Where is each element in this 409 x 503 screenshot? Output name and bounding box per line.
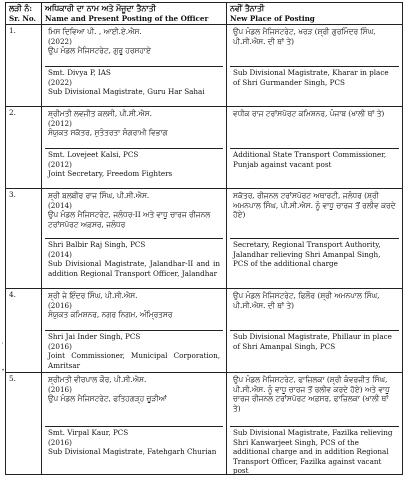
officer-cell [42, 25, 227, 107]
new-posting-en: Additional State Transport Commissioner, Punjab against vacant post [233, 150, 387, 169]
officer-name-en: Smt. Virpal Kaur, PCS [48, 428, 129, 437]
table-row [6, 373, 403, 475]
officer-name-pa: ਸ਼੍ਰੀਮਤੀ ਲਵਜੀਤ ਕਲਸੀ, ਪੀ.ਸੀ.ਐਸ. [48, 109, 152, 118]
officer-batch-en: (2022) [48, 77, 72, 87]
officer-name-en: Shri Balbir Raj Singh, PCS [48, 240, 146, 249]
officer-batch-pa: (2014) [48, 200, 72, 210]
new-posting-cell [227, 25, 403, 107]
officer-posting-en: Joint Commissioner, Municipal Corporation, Amritsar [48, 351, 220, 370]
header-officer [42, 3, 227, 25]
new-posting-en: Secretary, Regional Transport Authority, Jalandhar relieving Shri Amanpal Singh, PCS of the additional charge [233, 240, 381, 268]
margin-bullet: • [2, 368, 5, 374]
officer-batch-en: (2014) [48, 249, 72, 259]
officer-batch-pa: (2012) [48, 118, 72, 128]
officer-batch-pa: (2022) [48, 36, 72, 46]
table-header-row [6, 3, 403, 25]
officer-posting-en: Sub Divisional Magistrate, Guru Har Sahai [48, 87, 205, 96]
officer-cell [42, 189, 227, 289]
new-posting-en: Sub Divisional Magistrate, Phillaur in place of Shri Amanpal Singh, PCS [233, 332, 392, 351]
officer-name-pa: ਸ਼੍ਰੀਮਤੀ ਵੀਰਪਾਲ ਕੌਰ, ਪੀ.ਸੀ.ਐਸ. [48, 375, 147, 384]
sr-no-cell: 1. [6, 25, 42, 107]
officer-name-pa: ਮਿਸ ਦਿਵਿਆ ਪੀ. , ਆਈ.ਏ.ਐਸ. [48, 27, 142, 36]
officer-name-en: Smt. Lovejeet Kalsi, PCS [48, 150, 139, 159]
header-new-posting [227, 3, 403, 25]
officer-posting-en: Sub Divisional Magistrate, Jalandhar-II and in addition Regional Transport Officer, Jalandhar [48, 259, 220, 278]
officer-name-en: Shri Jai Inder Singh, PCS [48, 332, 141, 341]
officer-posting-en: Joint Secretary, Freedom Fighters [48, 169, 173, 178]
table-row [6, 289, 403, 373]
officer-cell [42, 289, 227, 373]
new-posting-en: Sub Divisional Magistrate, Fazilka relieving Shri Kanwarjeet Singh, PCS of the additional charge and in addition Regional Transport Officer, Fazilka against vacant post [233, 428, 393, 475]
new-posting-cell [227, 189, 403, 289]
officer-posting-pa: ਉਪ ਮੰਡਲ ਮੈਜਿਸਟਰੇਟ, ਜਲੰਧਰ-II ਅਤੇ ਵਾਧੂ ਚਾਰਜ ਰੀਜਨਲ ਟਰਾਂਸਪੋਰਟ ਅਫ਼ਸਰ, ਜਲੰਧਰ [48, 210, 211, 229]
officer-batch-en: (2012) [48, 159, 72, 169]
new-posting-cell [227, 373, 403, 475]
officer-batch-pa: (2016) [48, 300, 72, 310]
officer-name-pa: ਸ਼੍ਰੀ ਜੇ ਇੰਦਰ ਸਿੰਘ, ਪੀ.ਸੀ.ਐਸ. [48, 291, 138, 300]
sr-no-cell: 2. [6, 107, 42, 189]
officer-batch-pa: (2016) [48, 384, 72, 394]
header-officer-pa: ਅਧਿਕਾਰੀ ਦਾ ਨਾਮ ਅਤੇ ਮੌਜੂਦਾ ਤੈਨਾਤੀ [45, 4, 156, 13]
sr-no-cell: 4. [6, 289, 42, 373]
officer-posting-pa: ਸੰਯੁਕਤ ਸਕੱਤਰ, ਸੁਤੰਤਰਤਾ ਸੰਗਰਾਮੀ ਵਿਭਾਗ [48, 128, 168, 138]
new-posting-cell [227, 289, 403, 373]
officer-name-pa: ਸ਼੍ਰੀ ਬਲਬੀਰ ਰਾਜ ਸਿੰਘ, ਪੀ.ਸੀ.ਐਸ. [48, 191, 150, 200]
header-sr-pa: ਲੜੀ ਨੰ: [9, 4, 33, 13]
new-posting-pa: ਉਪ ਮੰਡਲ ਮੈਜਿਸਟਰੇਟ, ਖਰੜ (ਸ਼੍ਰੀ ਗੁਰਮਿੰਦਰ ਸਿੰਘ, ਪੀ.ਸੀ.ਐਸ. ਦੀ ਥਾਂ ਤੇ) [233, 27, 376, 46]
officer-batch-en: (2016) [48, 341, 72, 351]
header-new-en: New Place of Posting [230, 13, 315, 23]
header-sr-en: Sr. No. [9, 13, 37, 23]
officer-cell [42, 373, 227, 475]
officer-name-en: Smt. Divya P, IAS [48, 68, 111, 77]
margin-mark: ' [2, 343, 4, 349]
officer-cell [42, 107, 227, 189]
posting-table [5, 2, 403, 475]
table-row [6, 25, 403, 107]
new-posting-pa: ਵਧੀਕ ਰਾਜ ਟਰਾਂਸਪੋਰਟ ਕਮਿਸ਼ਨਰ, ਪੰਜਾਬ (ਖਾਲੀ ਥਾਂ ਤੇ) [233, 109, 385, 118]
new-posting-en: Sub Divisional Magistrate, Kharar in place of Shri Gurmander Singh, PCS [233, 68, 389, 87]
header-sr-no [6, 3, 42, 25]
header-new-pa: ਨਵੀਂ ਤੈਨਾਤੀ [230, 4, 265, 13]
table-row [6, 189, 403, 289]
officer-batch-en: (2016) [48, 437, 72, 447]
header-officer-en: Name and Present Posting of the Officer [45, 13, 209, 23]
officer-posting-en: Sub Divisional Magistrate, Fatehgarh Churian [48, 447, 217, 456]
new-posting-pa: ਉਪ ਮੰਡਲ ਮੈਜਿਸਟਰੇਟ, ਫਿਲੌਰ (ਸ਼੍ਰੀ ਅਮਨਪਾਲ ਸਿੰਘ, ਪੀ.ਸੀ.ਐਸ. ਦੀ ਥਾਂ ਤੇ) [233, 291, 380, 310]
officer-posting-pa: ਉਪ ਮੰਡਲ ਮੈਜਿਸਟਰੇਟ, ਗੁਰੂ ਹਰਸਹਾਏ [48, 46, 151, 56]
new-posting-pa: ਸਕੱਤਰ, ਰੀਜਨਲ ਟਰਾਂਸਪੋਰਟ ਅਥਾਰਟੀ, ਜਲੰਧਰ (ਸ਼੍ਰੀ ਅਮਨਪਾਲ ਸਿੰਘ, ਪੀ.ਸੀ.ਐਸ. ਨੂੰ ਵਾਧੂ ਚਾਰਜ ਤੋਂ ਰਲੀਵ ਕਰਦੇ ਹੋਏ) [233, 191, 396, 220]
officer-posting-pa: ਉਪ ਮੰਡਲ ਮੈਜਿਸਟਰੇਟ, ਫਤਿਹਗੜ੍ਹ ਚੂੜੀਆਂ [48, 394, 167, 404]
sr-no-cell: 5. [6, 373, 42, 475]
sr-no-cell: 3. [6, 189, 42, 289]
table-row [6, 107, 403, 189]
new-posting-cell [227, 107, 403, 189]
officer-posting-pa: ਸੰਯੁਕਤ ਕਮਿਸ਼ਨਰ, ਨਗਰ ਨਿਗਮ, ਅੰਮ੍ਰਿਤਸਰ [48, 310, 173, 320]
new-posting-pa: ਉਪ ਮੰਡਲ ਮੈਜਿਸਟਰੇਟ, ਫਾਜ਼ਿਲਕਾ (ਸ਼੍ਰੀ ਕੰਵਰਜੀਤ ਸਿੰਘ, ਪੀ.ਸੀ.ਐਸ. ਨੂੰ ਵਾਧੂ ਚਾਰਜ ਤੋਂ ਰਲੀਵ ਕਰਦੇ ਹੋਏ) ਅਤੇ ਵਾਧੂ ਚਾਰਜ ਰੀਜਨਲ ਟਰਾਂਸਪੋਰਟ ਅਫ਼ਸਰ, ਫਾਜ਼ਿਲਕਾ (ਖਾਲੀ ਥਾਂ ਤੇ) [233, 375, 390, 413]
